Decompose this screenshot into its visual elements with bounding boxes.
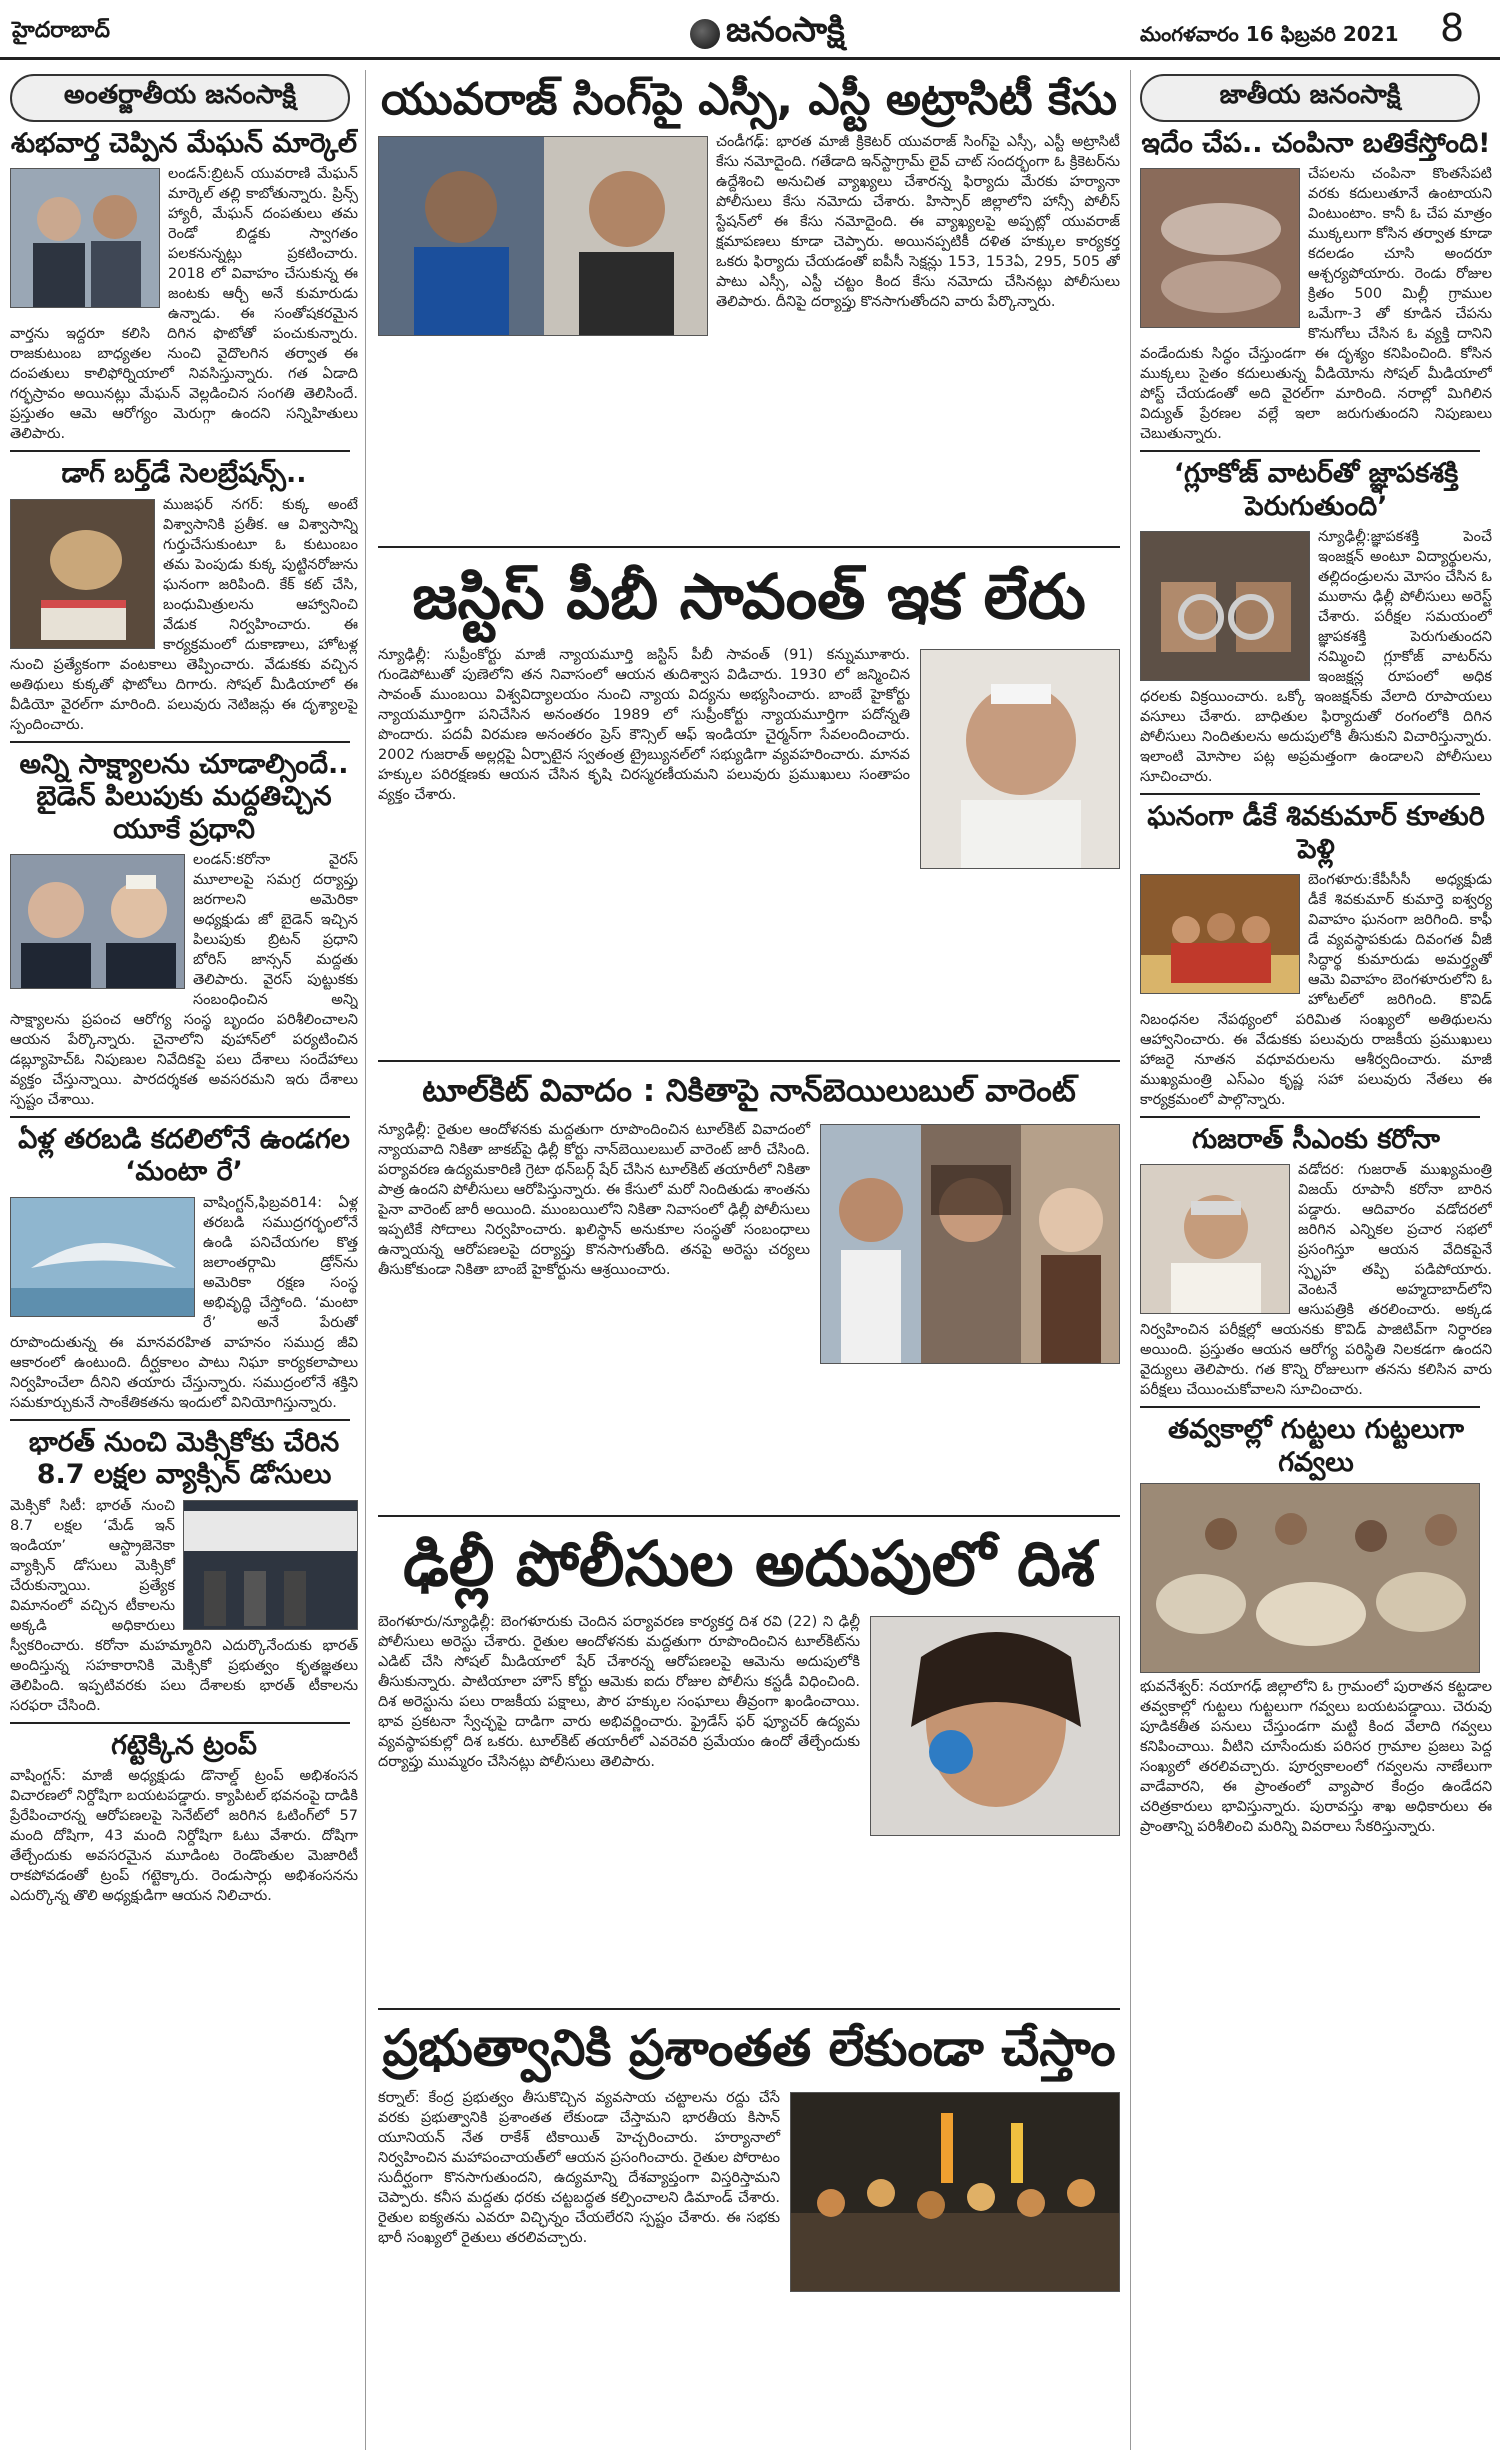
story-body: మెక్సికో సిటీ: భారత్‌ నుంచి 8.7 లక్షల ‘మేడ్‌ ఇన్‌ ఇండియా’ ఆస్ట్రాజెనెకా వ్యాక్సిన్‌ డోసులు మెక్సికో చేరుకున్నాయి. ప్రత్యేక విమానంలో వచ్చిన టీకాలను అక్కడి అధికారులు స్వీకరించారు. కరోనా మహమ్మారిని ఎదుర్కొనేందుకు భారత్‌ అందిస్తున్న సహకారానికి మెక్సికో ప్రభుత్వం కృతజ్ఞతలు తెలిపింది. ఇప్పటివరకు పలు దేశాలకు భారత్‌ టీకాలను సరఫరా చేసింది. — [10, 1497, 358, 1714]
headline: శుభవార్త చెప్పిన మేఘన్ మార్కెల్ — [10, 128, 358, 159]
story-body: ముజఫర్‌ నగర్‌: కుక్క అంటే విశ్వాసానికి ప్రతీక. ఆ విశ్వాసాన్ని గుర్తుచేసుకుంటూ ఓ కుటుంబం తమ పెంపుడు కుక్క పుట్టినరోజును ఘనంగా జరిపింది. కేక్‌ కట్‌ చేసి, బంధుమిత్రులను ఆహ్వానించి వేడుక నిర్వహించారు. ఈ కార్యక్రమంలో దుకాణాలు, హోటళ్ల నుంచి ప్రత్యేకంగా వంటకాలు తెప్పించారు. వేడుకకు వచ్చిన అతిథులు కుక్కతో ఫొటోలు దిగారు. సోషల్‌ మీడియాలో ఈ వీడియో వైరల్‌గా మారింది. పలువురు నెటిజన్లు ఈ దృశ్యాలపై స్పందించారు. — [10, 496, 358, 733]
photo-farmers-rally — [790, 2092, 1120, 2292]
issue-date: మంగళవారం 16 ఫిబ్రవరి 2021 — [1140, 22, 1399, 46]
photo-royal-couple — [10, 168, 160, 308]
story-meghan — [10, 128, 358, 444]
left-column — [10, 70, 358, 2455]
story-trump-acquitted — [10, 1730, 358, 1906]
headline: ‘గ్లూకోజ్‌ వాటర్‌తో జ్ఞాపకశక్తి పెరుగుతుంది’ — [1173, 458, 1459, 522]
photo-wedding — [1140, 874, 1300, 994]
story-body: బెంగళూరు:కేపీసీసీ అధ్యక్షుడు డీకే శివకుమార్‌ కుమార్తె ఐశ్వర్య వివాహం ఘనంగా జరిగింది. కాఫీ డే వ్యవస్థాపకుడు దివంగత వీజీ సిద్ధార్థ కుమారుడు అమర్త్యతో ఆమె వివాహం బెంగళూరులోని ఓ హోటల్‌లో జరిగింది. కొవిడ్‌ నిబంధనల నేపథ్యంలో పరిమిత సంఖ్యలో అతిథులను ఆహ్వానించారు. ఈ వేడుకకు పలువురు రాజకీయ ప్రముఖులు హాజరై నూతన వధూవరులను ఆశీర్వదించారు. మాజీ ముఖ్యమంత్రి ఎస్‌ఎం కృష్ణ సహా పలువురు నేతలు ఈ కార్యక్రమంలో పాల్గొన్నారు. — [1140, 871, 1492, 1108]
story-body: వడోదర: గుజరాత్‌ ముఖ్యమంత్రి విజయ్‌ రూపానీ కరోనా బారిన పడ్డారు. ఆదివారం వడోదరలో జరిగిన ఎన్నికల ప్రచార సభలో ప్రసంగిస్తూ ఆయన వేదికపైనే స్పృహ తప్పి పడిపోయారు. వెంటనే అహ్మదాబాద్‌లోని ఆసుపత్రికి తరలించారు. అక్కడ నిర్వహించిన పరీక్షల్లో ఆయనకు కొవిడ్‌ పాజిటివ్‌గా నిర్ధారణ అయింది. ప్రస్తుతం ఆయన ఆరోగ్య పరిస్థితి నిలకడగా ఉందని వైద్యులు తెలిపారు. గత కొన్ని రోజులుగా తనను కలిసిన వారు పరీక్షలు చేయించుకోవాలని సూచించారు. — [1140, 1162, 1492, 1399]
headline: గుజరాత్‌ సీఎంకు కరోనా — [1192, 1123, 1440, 1155]
headline: ఘనంగా డీకే శివకుమార్‌ కూతురి పెళ్లి — [1147, 801, 1485, 865]
story-divider — [10, 1722, 350, 1724]
story-body: బెంగళూరు/న్యూఢిల్లీ: బెంగళూరుకు చెందిన పర్యావరణ కార్యకర్త దిశ రవి (22) ని ఢిల్లీ పోలీసులు అరెస్టు చేశారు. రైతుల ఆందోళనకు మద్దతుగా రూపొందించిన టూల్‌కిట్‌ను ఎడిట్‌ చేసి సోషల్‌ మీడియాలో షేర్‌ చేశారన్న ఆరోపణలపై ఆమెను అదుపులోకి తీసుకున్నారు. పాటియాలా హౌస్‌ కోర్టు ఆమెకు ఐదు రోజుల పోలీసు కస్టడీ విధించింది. దిశ అరెస్టును పలు రాజకీయ పక్షాలు, పౌర హక్కుల సంఘాలు తీవ్రంగా ఖండించాయి. భావ ప్రకటనా స్వేచ్ఛపై దాడిగా వారు అభివర్ణించారు. ఫ్రైడేస్‌ ఫర్‌ ఫ్యూచర్‌ ఉద్యమ వ్యవస్థాపకుల్లో దిశ ఒకరు. టూల్‌కిట్‌ తయారీలో ఎవరెవరి ప్రమేయం ఉందో తేల్చేందుకు దర్యాప్తు ముమ్మరం చేసినట్లు పోలీసులు తెలిపారు. — [378, 1614, 860, 1771]
story-divider — [378, 1515, 1120, 1517]
story-fish — [1140, 128, 1492, 444]
section-banner-national: జాతీయ జనంసాక్షి — [1140, 74, 1480, 122]
headline: ఇదేం చేప.. చంపినా బతికేస్తోంది! — [1141, 128, 1491, 159]
photo-cowrie-excavation — [1140, 1483, 1480, 1673]
story-divider — [378, 2008, 1120, 2010]
story-divider — [378, 1060, 1120, 1062]
photo-gujarat-cm — [1140, 1164, 1290, 1314]
story-divider — [1140, 1116, 1480, 1118]
city-label: హైదరాబాద్ — [12, 18, 110, 43]
story-divider — [10, 1419, 350, 1421]
headline: ప్రభుత్వానికి ప్రశాంతత లేకుండా చేస్తాం — [382, 2019, 1116, 2077]
page-number: 8 — [1440, 6, 1465, 50]
masthead — [0, 0, 1500, 60]
story-body: న్యూఢిల్లీ: సుప్రీంకోర్టు మాజీ న్యాయమూర్తి జస్టిస్‌ పీబీ సావంత్‌ (91) కన్నుమూశారు. గుండెపోటుతో పుణెలోని తన నివాసంలో ఆయన తుదిశ్వాస విడిచారు. 1930 లో జన్మించిన సావంత్‌ ముంబయి విశ్వవిద్యాలయం నుంచి న్యాయ విద్యను అభ్యసించారు. బాంబే హైకోర్టు న్యాయమూర్తిగా పనిచేసిన అనంతరం 1989 లో సుప్రీంకోర్టు న్యాయమూర్తిగా పదోన్నతి పొందారు. పదవీ విరమణ అనంతరం ప్రెస్‌ కౌన్సిల్‌ ఆఫ్‌ ఇండియా చైర్మన్‌గా సేవలందించారు. 2002 గుజరాత్‌ అల్లర్లపై ఏర్పాటైన స్వతంత్ర ట్రైబ్యునల్‌లో సభ్యుడిగా వ్యవహరించారు. మానవ హక్కుల పరిరక్షణకు ఆయన చేసిన కృషి చిరస్మరణీయమని పలువురు ప్రముఖులు సంతాపం వ్యక్తం చేశారు. — [378, 647, 910, 804]
story-body: లండన్‌:కరోనా వైరస్‌ మూలాలపై సమగ్ర దర్యాప్తు జరగాలని అమెరికా అధ్యక్షుడు జో బైడెన్‌ ఇచ్చిన పిలుపుకు బ్రిటన్‌ ప్రధాని బోరిస్‌ జాన్సన్‌ మద్దతు తెలిపారు. వైరస్‌ పుట్టుకకు సంబంధించిన అన్ని సాక్ష్యాలను ప్రపంచ ఆరోగ్య సంస్థ బృందం పరిశీలించాలని ఆయన పేర్కొన్నారు. చైనాలోని వుహాన్‌లో పర్యటించిన డబ్ల్యూహెచ్‌ఓ నిపుణుల నివేదికపై పలు దేశాలు సందేహాలు వ్యక్తం చేస్తున్నాయి. పారదర్శకత అవసరమని ఇరు దేశాలు స్పష్టం చేశాయి. — [10, 851, 358, 1108]
story-body: కర్నాల్‌: కేంద్ర ప్రభుత్వం తీసుకొచ్చిన వ్యవసాయ చట్టాలను రద్దు చేసే వరకు ప్రభుత్వానికి ప్రశాంతత లేకుండా చేస్తామని భారతీయ కిసాన్‌ యూనియన్‌ నేత రాకేశ్‌ టికాయిత్‌ హెచ్చరించారు. హర్యానాలో నిర్వహించిన మహాపంచాయత్‌లో ఆయన ప్రసంగించారు. రైతుల పోరాటం సుదీర్ఘంగా కొనసాగుతుందని, ఉద్యమాన్ని దేశవ్యాప్తంగా విస్తరిస్తామని చెప్పారు. కనీస మద్దతు ధరకు చట్టబద్ధత కల్పించాలని డిమాండ్‌ చేశారు. రైతుల ఐక్యతను ఎవరూ విచ్ఛిన్నం చేయలేరని స్పష్టం చేశారు. ఈ సభకు భారీ సంఖ్యలో రైతులు తరలివచ్చారు. — [378, 2090, 780, 2246]
headline: జస్టిస్‌ పీబీ సావంత్‌ ఇక లేరు — [412, 560, 1086, 633]
headline: గట్టెక్కిన ట్రంప్‌ — [111, 1729, 257, 1761]
story-divider — [10, 450, 350, 452]
headline: తవ్వకాల్లో గుట్టలు గుట్టలుగా గవ్వలు — [1168, 1414, 1464, 1478]
story-body: చేపలను చంపినా కొంతసేపటి వరకు కదులుతూనే ఉంటాయని వింటుంటాం. కానీ ఓ చేప మాత్రం ముక్కలుగా కోసిన తర్వాత కూడా కదలడం చూసి అందరూ ఆశ్చర్యపోయారు. రెండు రోజుల క్రితం 500 మిల్లీ గ్రాముల ఒమేగా-3 తో కూడిన చేపను కొనుగోలు చేసిన ఓ వ్యక్తి దానిని వండేందుకు సిద్ధం చేస్తుండగా ఈ దృశ్యం కనిపించింది. కోసిన ముక్కలు సైతం కదులుతున్న వీడియోను సోషల్‌ మీడియాలో పోస్ట్‌ చేయడంతో అది వైరల్‌గా మారింది. నరాల్లో మిగిలిన విద్యుత్‌ ప్రేరణల వల్లే ఇలా జరుగుతుందని నిపుణులు చెబుతున్నారు. — [1140, 166, 1492, 443]
story-vaccine-mexico — [10, 1427, 358, 1716]
story-divider — [1140, 793, 1480, 795]
story-divider — [1140, 450, 1480, 452]
story-divider — [10, 741, 350, 743]
photo-vaccine-aircraft — [183, 1500, 358, 1630]
story-dk-wedding — [1140, 801, 1492, 1110]
newspaper-logo — [690, 10, 845, 58]
photo-manta-ray-drone — [10, 1197, 195, 1317]
story-disha — [378, 1522, 1120, 2002]
headline: ఏళ్ల తరబడి కదలిలోనే ఉండగల ‘మంటా రే’ — [18, 1123, 350, 1188]
photo-justice-sawant — [920, 649, 1120, 869]
story-divider — [10, 1116, 350, 1118]
headline: టూల్‌కిట్‌ వివాదం : నికితాపై నాన్‌బెయిలుబుల్‌ వారెంట్‌ — [422, 1073, 1076, 1109]
headline: యువరాజ్‌ సింగ్‌పై ఎస్సీ, ఎస్టీ అట్రాసిటీ కేసు — [380, 74, 1118, 125]
story-dog-birthday — [10, 458, 358, 734]
story-body: న్యూఢిల్లీ:జ్ఞాపకశక్తి పెంచే ఇంజక్షన్‌ అంటూ విద్యార్థులను, తల్లిదండ్రులను మోసం చేసిన ఓ ముఠాను ఢిల్లీ పోలీసులు అరెస్ట్‌ చేశారు. పరీక్షల సమయంలో జ్ఞాపకశక్తి పెరుగుతుందని నమ్మించి గ్లూకోజ్‌ వాటర్‌ను ఇంజక్షన్ల రూపంలో అధిక ధరలకు విక్రయించారు. ఒక్కో ఇంజక్షన్‌కు వేలాది రూపాయలు వసూలు చేశారు. బాధితుల ఫిర్యాదుతో రంగంలోకి దిగిన పోలీసులు నిందితులను అదుపులోకి తీసుకుని విచారిస్తున్నారు. ఇలాంటి మోసాల పట్ల అప్రమత్తంగా ఉండాలని పోలీసులు సూచించారు. — [1140, 529, 1492, 786]
headline: డాగ్‌ బర్త్‌డే సెలబ్రేషన్స్‌.. — [61, 458, 307, 490]
story-biden-johnson — [10, 749, 358, 1110]
photo-dog-cake — [10, 499, 155, 649]
newspaper-name: జనంసాక్షి — [726, 10, 845, 50]
story-divider — [378, 546, 1120, 548]
story-farmers-protest — [378, 2015, 1120, 2455]
story-body: భువనేశ్వర్‌: నయాగఢ్‌ జిల్లాలోని ఓ గ్రామంలో పురాతన కట్టడాల తవ్వకాల్లో గుట్టలు గుట్టలుగా గవ్వలు బయటపడ్డాయి. చెరువు పూడికతీత పనులు చేస్తుండగా మట్టి కింద వేలాది గవ్వలు కనిపించాయి. వీటిని చూసేందుకు పరిసర గ్రామాల ప్రజలు పెద్ద సంఖ్యలో తరలివచ్చారు. పూర్వకాలంలో గవ్వలను నాణేలుగా వాడేవారని, ఈ ప్రాంతంలో వ్యాపార కేంద్రం ఉండేదని చరిత్రకారులు భావిస్తున్నారు. పురావస్తు శాఖ అధికారులు ఈ ప్రాంతాన్ని పరిశీలించి మరిన్ని వివరాలు సేకరిస్తున్నారు. — [1140, 1679, 1492, 1836]
logo-emblem-icon — [690, 19, 720, 49]
section-banner-international: అంతర్జాతీయ జనంసాక్షి — [10, 74, 350, 122]
story-body: వాషింగ్టన్‌: మాజీ అధ్యక్షుడు డొనాల్డ్‌ ట్రంప్‌ అభిశంసన విచారణలో నిర్దోషిగా బయటపడ్డారు. క్యాపిటల్‌ భవనంపై దాడికి ప్రేరేపించారన్న ఆరోపణలపై సెనేట్‌లో జరిగిన ఓటింగ్‌లో 57 మంది దోషిగా, 43 మంది నిర్దోషిగా ఓటు వేశారు. దోషిగా తేల్చేందుకు అవసరమైన మూడింట రెండొంతుల మెజారిటీ రాకపోవడంతో ట్రంప్‌ గట్టెక్కారు. రెండుసార్లు అభిశంసనను ఎదుర్కొన్న తొలి అధ్యక్షుడిగా ఆయన నిలిచారు. — [10, 1767, 358, 1904]
photo-handcuffs — [1140, 531, 1310, 681]
headline: అన్ని సాక్ష్యాలను చూడాల్సిందే.. బైడెన్‌ పిలుపుకు మద్దతిచ్చిన యూకే ప్రధాని — [19, 748, 349, 845]
story-body: న్యూఢిల్లీ: రైతుల ఆందోళనకు మద్దతుగా రూపొందించిన టూల్‌కిట్‌ వివాదంలో న్యాయవాది నికితా జాకబ్‌పై ఢిల్లీ కోర్టు నాన్‌బెయిలబుల్‌ వారెంట్‌ జారీ చేసింది. పర్యావరణ ఉద్యమకారిణి గ్రెటా థన్‌బర్గ్‌ షేర్‌ చేసిన టూల్‌కిట్‌ తయారీలో నికితా పాత్ర ఉందని పోలీసులు ఆరోపిస్తున్నారు. ఈ కేసులో మరో నిందితుడు శాంతను పైనా వారెంట్‌ జారీ అయింది. ముంబయిలోని నికితా నివాసంలో ఢిల్లీ పోలీసులు ఇప్పటికే సోదాలు నిర్వహించారు. ఖలిస్థాన్‌ అనుకూల సంస్థతో సంబంధాలు ఉన్నాయన్న ఆరోపణలపై దర్యాప్తు కొనసాగుతోంది. తనపై అరెస్టు చర్యలు తీసుకోకుండా నికితా బాంబే హైకోర్టును ఆశ్రయించారు. — [378, 1121, 810, 1278]
story-body: వాషింగ్టన్‌,ఫిబ్రవరి14: ఏళ్ల తరబడి సముద్రగర్భంలోనే ఉండి పనిచేయగల కొత్త జలాంతర్గామి డ్రోన్‌ను అమెరికా రక్షణ సంస్థ అభివృద్ధి చేస్తోంది. ‘మంటా రే’ అనే పేరుతో రూపొందుతున్న ఈ మానవరహిత వాహనం సముద్ర జీవి ఆకారంలో ఉంటుంది. దీర్ఘకాలం పాటు నిఘా కార్యకలాపాలు నిర్వహించేలా దీనిని తయారు చేస్తున్నారు. సముద్రంలోనే శక్తిని సమకూర్చుకునే సాంకేతికతను ఇందులో వినియోగిస్తున్నారు. — [10, 1194, 358, 1411]
story-justice-sawant — [378, 555, 1120, 1055]
headline: ఢిల్లీ పోలీసుల అదుపులో దిశ — [403, 1527, 1095, 1600]
story-body: లండన్‌:బ్రిటన్‌ యువరాణి మేఘన్‌ మార్కెల్‌ తల్లి కాబోతున్నారు. ప్రిన్స్‌ హ్యారీ, మేఘన్‌ దంపతులు తమ రెండో బిడ్డకు స్వాగతం పలకనున్నట్లు ప్రకటించారు. 2018 లో వివాహం చేసుకున్న ఈ జంటకు ఆర్చీ అనే కుమారుడు ఉన్నాడు. ఈ సంతోషకరమైన వార్తను ఇద్దరూ కలిసి దిగిన ఫొటోతో పంచుకున్నారు. రాజకుటుంబ బాధ్యతల నుంచి వైదొలగిన తర్వాత ఈ దంపతులు కాలిఫోర్నియాలో నివసిస్తున్నారు. గత ఏడాది గర్భస్రావం అయినట్లు మేఘన్‌ వెల్లడించిన సంగతి తెలిసిందే. ప్రస్తుతం ఆమె ఆరోగ్యం మెరుగ్గా ఉందని సన్నిహితులు తెలిపారు. — [10, 166, 358, 443]
story-gujarat-cm — [1140, 1124, 1492, 1400]
photo-biden-johnson — [10, 854, 185, 989]
column-divider — [1130, 70, 1131, 2450]
story-divider — [1140, 1406, 1480, 1408]
right-column — [1140, 70, 1492, 2455]
photo-disha-ravi — [870, 1616, 1120, 1836]
story-toolkit-nikita — [378, 1068, 1120, 1508]
story-manta-ray — [10, 1124, 358, 1413]
photo-fish — [1140, 168, 1300, 328]
story-glucose-scam — [1140, 458, 1492, 787]
column-divider — [365, 70, 366, 2450]
story-cowrie-shells — [1140, 1414, 1492, 1837]
story-body: చండీగఢ్‌: భారత మాజీ క్రికెటర్‌ యువరాజ్‌ సింగ్‌పై ఎస్సీ, ఎస్టీ అట్రాసిటీ కేసు నమోదైంది. గతేడాది ఇన్‌స్టాగ్రామ్‌ లైవ్‌ చాట్‌ సందర్భంగా ఓ క్రికెటర్‌ను ఉద్దేశించి అనుచిత వ్యాఖ్యలు చేశారన్న ఫిర్యాదు మేరకు హర్యానా పోలీసులు కేసు నమోదు చేశారు. హిస్సార్‌ జిల్లాలోని హాన్సీ పోలీస్‌ స్టేషన్‌లో ఈ కేసు నమోదైంది. ఈ వ్యాఖ్యలపై అప్పట్లో యువరాజ్‌ క్షమాపణలు కూడా చెప్పారు. అయినప్పటికీ దళిత హక్కుల కార్యకర్త ఒకరు ఫిర్యాదు చేయడంతో ఐపీసీ సెక్షన్లు 153, 153ఏ, 295, 505 తో పాటు ఎస్సీ, ఎస్టీ చట్టం కింద కేసు నమోదు చేసినట్లు పోలీసులు తెలిపారు. దీనిపై దర్యాప్తు కొనసాగుతోందని వారు పేర్కొన్నారు. — [716, 134, 1120, 311]
headline: భారత్‌ నుంచి మెక్సికోకు చేరిన 8.7 లక్షల వ్యాక్సిన్‌ డోసులు — [28, 1426, 340, 1491]
story-yuvraj — [378, 70, 1120, 540]
photo-toolkit-accused — [820, 1124, 1120, 1364]
photo-cricketers — [378, 136, 708, 336]
